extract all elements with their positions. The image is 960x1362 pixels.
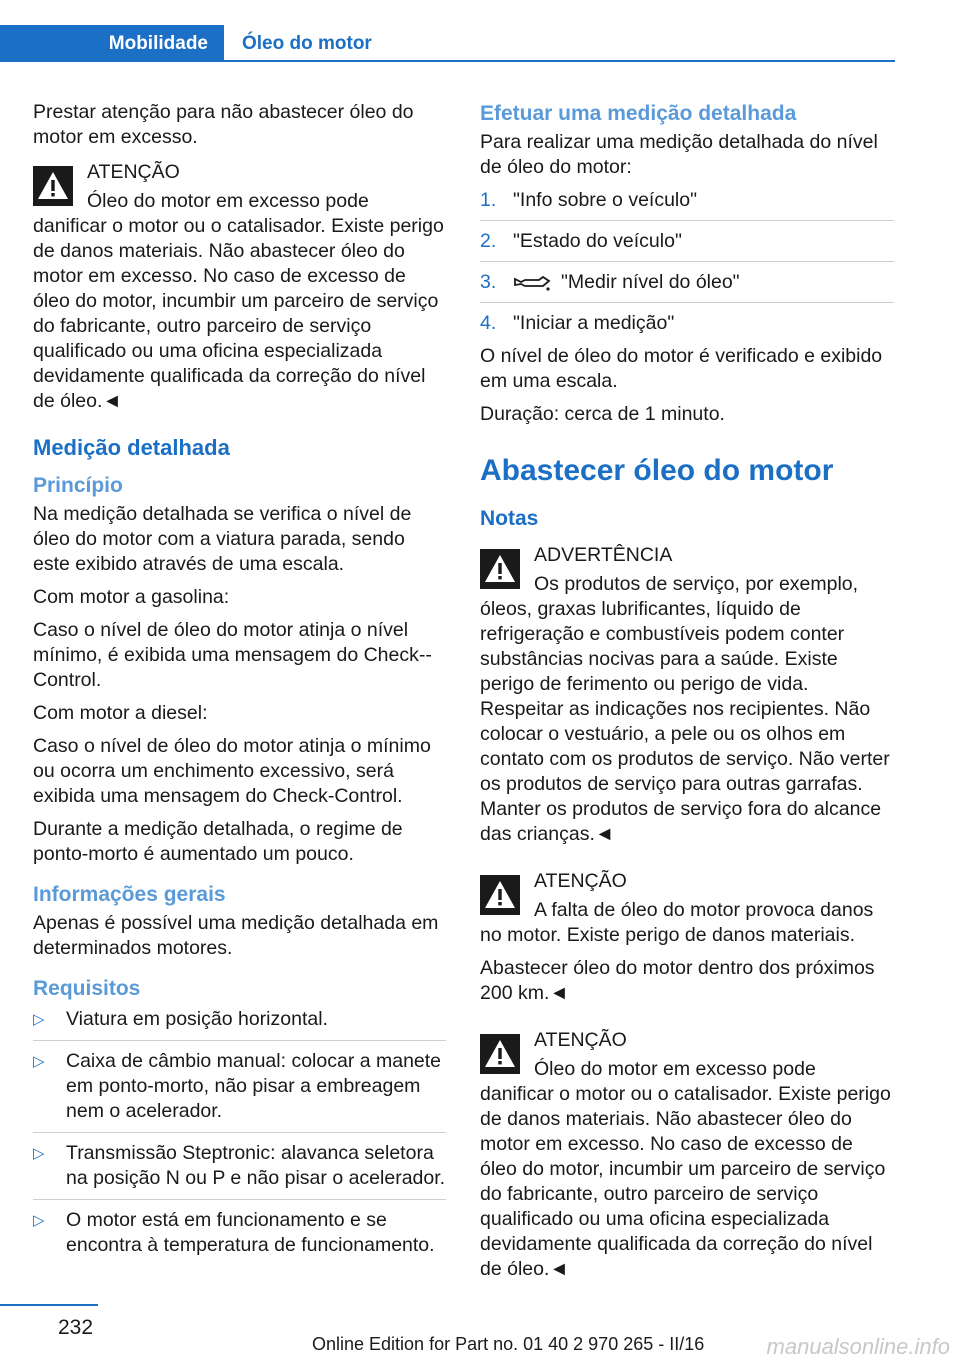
divider	[33, 1199, 446, 1200]
bullet-triangle-icon: ▷	[33, 1053, 45, 1070]
list-item	[33, 1208, 446, 1258]
paragraph: Caso o nível de óleo do motor atinja o nível mínimo, é exibida uma mensagem do Check--Control.	[33, 619, 432, 691]
list-item-text: Viatura em posição horizontal.	[66, 1008, 328, 1030]
page-number: 232	[58, 1316, 94, 1339]
paragraph: Abastecer óleo do motor dentro dos próximos 200 km.◄	[480, 957, 875, 1004]
warning-text: Óleo do motor em excesso pode danificar o motor ou o catalisador. Existe perigo de danos materiais. Não abastecer óleo do motor em excesso. No caso de excesso de óleo do motor, incumbir um parceiro de serviço do fabricante, outro parceiro de serviço qualificado ou uma oficina especializada devidamente qualificada da correção do nível de óleo.◄	[480, 1058, 891, 1280]
tab-oleo-do-motor[interactable]: Óleo do motor	[242, 32, 372, 54]
steps-list	[480, 188, 894, 336]
warning-box	[33, 160, 446, 414]
divider	[480, 220, 894, 221]
warning-title: ATENÇÃO	[534, 1029, 627, 1051]
warning-text: Os produtos de serviço, por exemplo, óleos, graxas lubrificantes, líquido de refrigeração e combustíveis podem conter substâncias nocivas para a saúde. Existe perigo de ferimento ou perigo de vida. Respeitar as indicações nos recipientes. Não colocar o vestuário, a pele ou os olhos em contato com os produtos de serviço. Não verter os produtos de serviço para outras garrafas. Manter os produtos de serviço fora do alcance das crianças.◄	[480, 573, 890, 845]
page-header	[0, 25, 895, 61]
chapter-heading: Abastecer óleo do motor	[480, 454, 834, 487]
paragraph: Com motor a diesel:	[33, 702, 208, 724]
step-item	[480, 229, 894, 254]
step-text: "Info sobre o veículo"	[513, 189, 698, 211]
warning-triangle-icon	[480, 875, 520, 915]
intro-paragraph: Prestar atenção para não abastecer óleo do motor em excesso.	[33, 101, 414, 148]
left-column	[33, 100, 446, 1266]
footer-rule	[0, 1304, 98, 1306]
step-text: "Iniciar a medição"	[513, 312, 675, 334]
step-number: 4.	[480, 312, 497, 334]
warning-box	[480, 869, 894, 948]
warning-title: ATENÇÃO	[534, 870, 627, 892]
step-text: "Medir nível do óleo"	[561, 271, 740, 293]
step-item	[480, 311, 894, 336]
section-heading: Medição detalhada	[33, 435, 230, 460]
watermark: manualsonline.info	[766, 1334, 950, 1359]
step-number: 1.	[480, 189, 497, 211]
paragraph: O nível de óleo do motor é verificado e exibido em uma escala.	[480, 345, 883, 392]
bullet-triangle-icon: ▷	[33, 1212, 45, 1229]
warning-triangle-icon	[480, 1034, 520, 1074]
warning-triangle-icon	[480, 549, 520, 589]
warning-box	[480, 1028, 894, 1282]
divider	[480, 261, 894, 262]
list-item-text: Caixa de câmbio manual: colocar a manete em ponto-morto, não pisar a embreagem nem o acelerador.	[66, 1050, 442, 1122]
paragraph: Durante a medição detalhada, o regime de ponto-morto é aumentado um pouco.	[33, 818, 403, 865]
step-number: 3.	[480, 271, 497, 293]
paragraph: Para realizar uma medição detalhada do nível de óleo do motor:	[480, 131, 878, 178]
paragraph: Apenas é possível uma medição detalhada em determinados motores.	[33, 912, 439, 959]
subsection-heading: Informações gerais	[33, 883, 226, 906]
list-item-text: Transmissão Steptronic: alavanca seletora na posição N ou P e não pisar o acelerador.	[66, 1142, 446, 1189]
paragraph: Duração: cerca de 1 minuto.	[480, 403, 725, 425]
list-item	[33, 1049, 446, 1124]
bullet-triangle-icon: ▷	[33, 1011, 45, 1028]
step-number: 2.	[480, 230, 497, 252]
subsection-heading: Notas	[480, 507, 539, 530]
edition-text: Online Edition for Part no. 01 40 2 970 265 - II/16	[312, 1334, 705, 1354]
divider	[33, 1132, 446, 1133]
list-item	[33, 1007, 446, 1032]
requirements-list	[33, 1007, 446, 1258]
divider	[33, 1040, 446, 1041]
warning-box	[480, 543, 894, 847]
subsection-heading: Princípio	[33, 474, 123, 497]
warning-title: ATENÇÃO	[87, 161, 180, 183]
paragraph: Com motor a gasolina:	[33, 586, 230, 608]
step-text: "Estado do veículo"	[513, 230, 682, 252]
list-item	[33, 1141, 446, 1191]
oil-can-icon	[513, 273, 553, 293]
divider	[480, 302, 894, 303]
paragraph: Na medição detalhada se verifica o nível de óleo do motor com a viatura parada, sendo este exibido através de uma escala.	[33, 503, 412, 575]
subsection-heading: Requisitos	[33, 977, 141, 1000]
right-column	[480, 100, 894, 1290]
warning-text: A falta de óleo do motor provoca danos no motor. Existe perigo de danos materiais.	[480, 899, 874, 946]
bullet-triangle-icon: ▷	[33, 1145, 45, 1162]
paragraph: Caso o nível de óleo do motor atinja o mínimo ou ocorra um enchimento excessivo, será exibida uma mensagem do Check-Control.	[33, 735, 431, 807]
warning-triangle-icon	[33, 166, 73, 206]
step-item	[480, 270, 894, 295]
step-item	[480, 188, 894, 213]
tab-mobilidade[interactable]: Mobilidade	[0, 25, 224, 62]
subsection-heading: Efetuar uma medição detalhada	[480, 102, 797, 125]
warning-title: ADVERTÊNCIA	[534, 544, 673, 566]
list-item-text: O motor está em funcionamento e se encontra à temperatura de funcionamento.	[66, 1209, 435, 1256]
warning-text: Óleo do motor em excesso pode danificar o motor ou o catalisador. Existe perigo de danos materiais. Não abastecer óleo do motor em excesso. No caso de excesso de óleo do motor, incumbir um parceiro de serviço do fabricante, outro parceiro de serviço qualificado ou uma oficina especializada devidamente qualificada da correção do nível de óleo.◄	[33, 190, 444, 412]
